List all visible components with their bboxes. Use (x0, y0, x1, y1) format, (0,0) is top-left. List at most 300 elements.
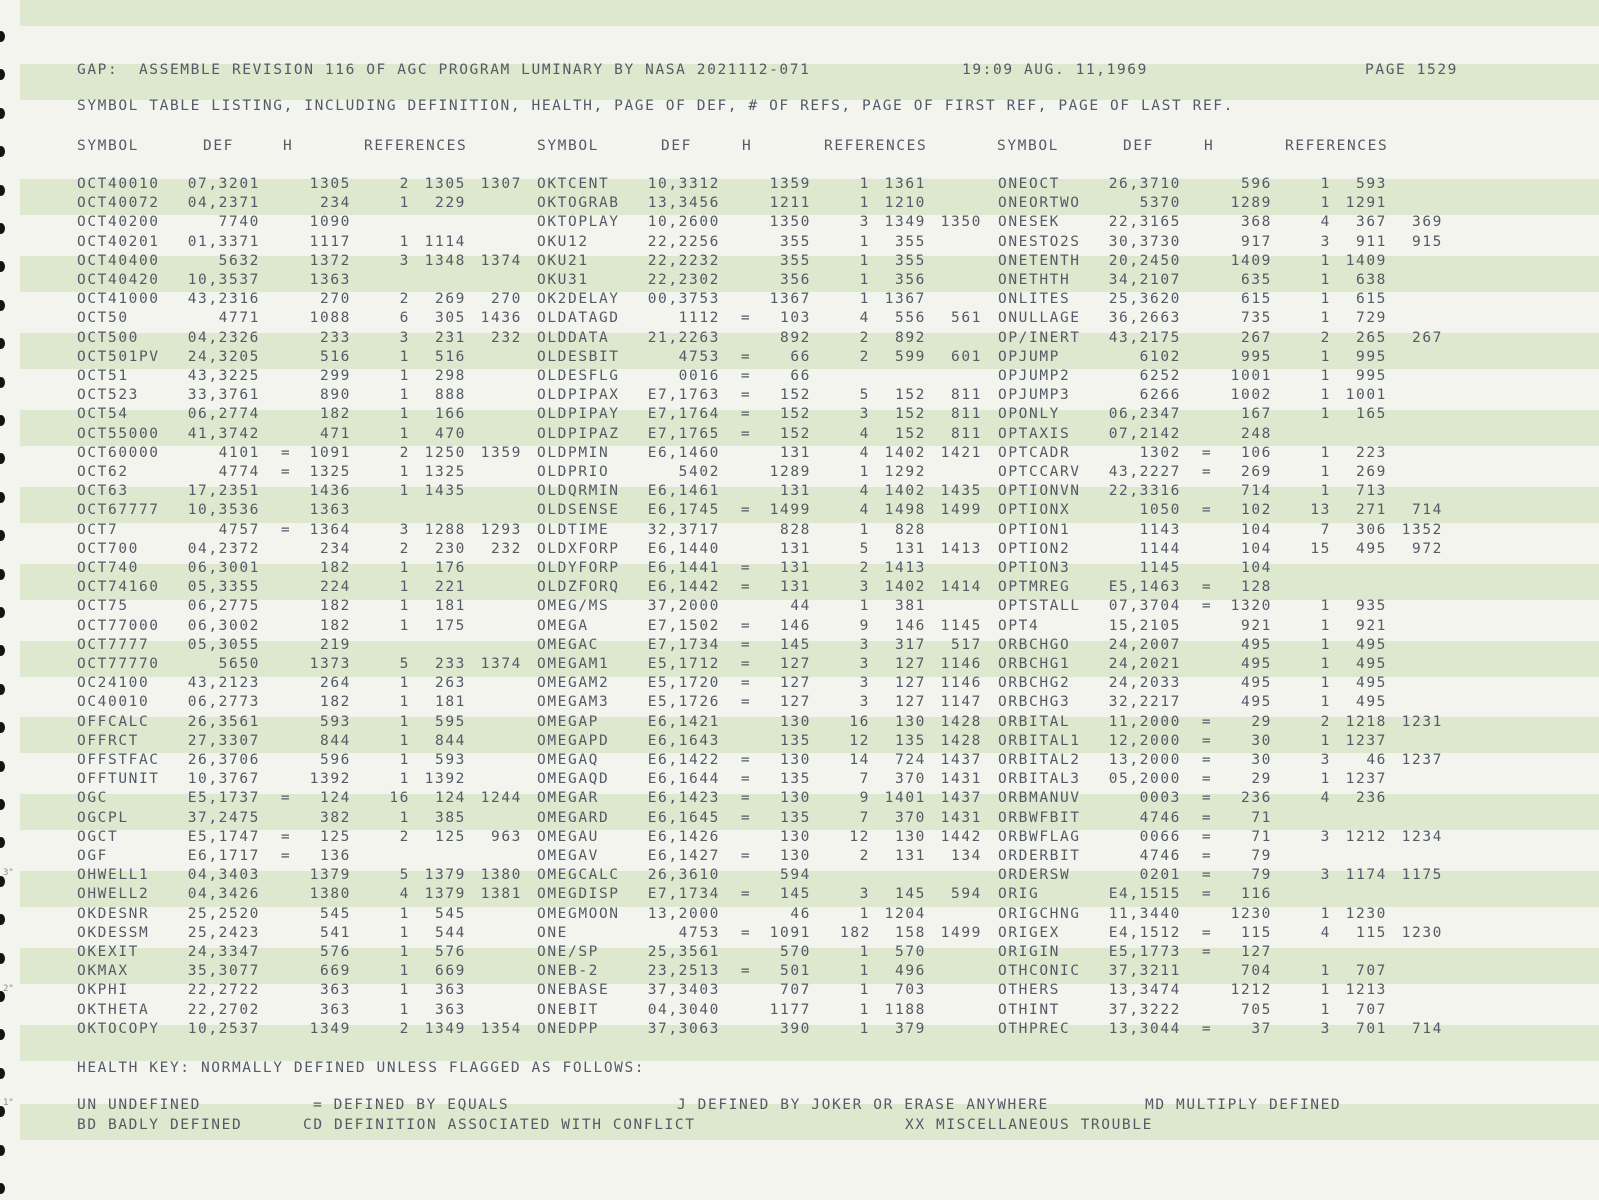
table-row (0, 847, 1560, 866)
first-ref-cell: 1250 (424, 444, 466, 461)
table-row (0, 866, 1560, 885)
def-cell: E5,1463 (1108, 579, 1181, 596)
ref-count-cell: 16 (849, 713, 870, 730)
symbol-cell: OCT75 (77, 598, 129, 615)
ref-count-cell: 12 (849, 732, 870, 749)
ref-count-cell: 2 (1320, 713, 1331, 730)
first-ref-cell: 1218 (1345, 713, 1387, 730)
first-ref-cell: 707 (1356, 963, 1387, 980)
ref-count-cell: 7 (1320, 521, 1331, 538)
def-page-cell: 146 (780, 617, 811, 634)
symbol-cell: OCT77000 (77, 617, 160, 634)
first-ref-cell: 306 (1356, 521, 1387, 538)
def-page-cell: 501 (780, 963, 811, 980)
ref-count-cell: 1 (1320, 195, 1331, 212)
first-ref-cell: 1435 (424, 483, 466, 500)
health-cell: = (740, 560, 752, 576)
health-cell: = (1201, 1020, 1213, 1037)
symbol-cell: OLDATAGD (537, 310, 620, 327)
symbol-cell: OPTION3 (998, 560, 1071, 576)
def-cell: E6,1460 (647, 444, 720, 461)
def-cell: 04,3403 (187, 867, 260, 884)
symbol-cell: ONEOCT (998, 176, 1060, 192)
ref-count-cell: 3 (859, 406, 870, 423)
def-page-cell: 103 (780, 310, 811, 327)
table-row (0, 252, 1560, 271)
def-cell: E6,1645 (647, 809, 720, 826)
symbol-cell: ORIGCHNG (998, 905, 1081, 922)
def-page-cell: 182 (320, 694, 351, 711)
last-ref-cell: 1437 (940, 752, 982, 768)
def-cell: 26,3706 (187, 752, 260, 768)
health-cell: = (740, 579, 752, 596)
table-row (0, 367, 1560, 386)
last-ref-cell: 561 (951, 310, 982, 327)
last-ref-cell: 1421 (940, 444, 982, 461)
health-cell: = (1201, 944, 1213, 960)
table-row (0, 501, 1560, 520)
ref-count-cell: 1 (399, 694, 410, 711)
symbol-cell: OCT62 (77, 464, 129, 480)
first-ref-cell: 152 (895, 406, 926, 423)
symbol-cell: OMEGAV (537, 848, 599, 864)
first-ref-cell: 1237 (1345, 771, 1387, 788)
ref-count-cell: 4 (399, 886, 410, 903)
def-cell: E7,1734 (647, 636, 720, 653)
first-ref-cell: 724 (895, 752, 926, 768)
symbol-cell: ONEORTWO (998, 195, 1081, 212)
def-cell: 24,2033 (1108, 675, 1181, 692)
first-ref-cell: 229 (435, 195, 466, 212)
health-cell: = (1201, 867, 1213, 884)
def-cell: 32,3717 (647, 521, 720, 538)
symbol-cell: OFFSTFAC (77, 752, 160, 768)
ref-count-cell: 1 (1320, 694, 1331, 711)
symbol-cell: OLDTIME (537, 521, 610, 538)
def-cell: E6,1644 (647, 771, 720, 788)
symbol-cell: ONESEK (998, 214, 1060, 231)
first-ref-cell: 263 (435, 675, 466, 692)
feed-hole (0, 69, 5, 80)
ref-count-cell: 1 (859, 252, 870, 269)
def-page-cell: 1380 (309, 886, 351, 903)
ref-count-cell: 7 (859, 809, 870, 826)
def-cell: 1112 (678, 310, 720, 327)
def-cell: E7,1765 (647, 425, 720, 442)
def-page-cell: 1091 (309, 444, 351, 461)
ref-count-cell: 4 (1320, 924, 1331, 941)
ref-count-cell: 1 (1320, 1001, 1331, 1018)
def-cell: 25,3620 (1108, 291, 1181, 308)
first-ref-cell: 230 (435, 540, 466, 557)
symbol-cell: OLDYFORP (537, 560, 620, 576)
ref-count-cell: 5 (399, 867, 410, 884)
ref-count-cell: 1 (399, 617, 410, 634)
def-page-cell: 130 (780, 713, 811, 730)
feed-hole (0, 146, 5, 157)
table-row (0, 444, 1560, 463)
def-page-cell: 1091 (769, 924, 811, 941)
def-cell: 0201 (1139, 867, 1181, 884)
def-cell: 26,3561 (187, 713, 260, 730)
def-page-cell: 131 (780, 560, 811, 576)
last-ref-cell: 1436 (480, 310, 522, 327)
def-page-cell: 182 (320, 617, 351, 634)
ref-count-cell: 9 (859, 617, 870, 634)
table-row (0, 348, 1560, 367)
first-ref-cell: 599 (895, 348, 926, 365)
symbol-cell: ORBITAL3 (998, 771, 1081, 788)
first-ref-cell: 269 (435, 291, 466, 308)
table-row (0, 770, 1560, 789)
ref-count-cell: 5 (859, 540, 870, 557)
symbol-cell: OCT51 (77, 368, 129, 384)
ref-count-cell: 3 (1320, 828, 1331, 845)
symbol-header: SYMBOL (537, 138, 599, 154)
symbol-cell: OFFTUNIT (77, 771, 160, 788)
health-cell: = (740, 886, 752, 903)
def-cell: 06,2774 (187, 406, 260, 423)
def-page-cell: 130 (780, 848, 811, 864)
ref-count-cell: 1 (399, 579, 410, 596)
def-page-cell: 363 (320, 1001, 351, 1018)
first-ref-cell: 1230 (1345, 905, 1387, 922)
def-cell: 33,3761 (187, 387, 260, 404)
first-ref-cell: 181 (435, 598, 466, 615)
def-page-cell: 635 (1241, 272, 1272, 288)
def-cell: 4746 (1139, 848, 1181, 864)
table-row (0, 655, 1560, 674)
def-cell: 20,2450 (1108, 252, 1181, 269)
ref-count-cell: 1 (1320, 675, 1331, 692)
last-ref-cell: 1374 (480, 252, 522, 269)
def-page-cell: 37 (1251, 1020, 1272, 1037)
ref-count-cell: 3 (859, 675, 870, 692)
def-page-cell: 270 (320, 291, 351, 308)
symbol-cell: OKMAX (77, 963, 129, 980)
symbol-cell: OCT500 (77, 329, 139, 346)
ref-count-cell: 1 (399, 752, 410, 768)
ref-count-cell: 1 (1320, 252, 1331, 269)
def-cell: 1302 (1139, 444, 1181, 461)
def-cell: 13,3456 (647, 195, 720, 212)
def-page-cell: 1364 (309, 521, 351, 538)
def-cell: 10,3767 (187, 771, 260, 788)
symbol-cell: OKU12 (537, 233, 589, 250)
def-page-cell: 714 (1241, 483, 1272, 500)
def-cell: 04,3426 (187, 886, 260, 903)
symbol-cell: OMEGAU (537, 828, 599, 845)
def-cell: 17,2351 (187, 483, 260, 500)
ref-count-cell: 3 (1320, 233, 1331, 250)
def-cell: E5,1773 (1108, 944, 1181, 960)
symbol-cell: OCT54 (77, 406, 129, 423)
symbol-cell: OLDQRMIN (537, 483, 620, 500)
def-page-cell: 145 (780, 636, 811, 653)
first-ref-cell: 125 (435, 828, 466, 845)
first-ref-cell: 158 (895, 924, 926, 941)
first-ref-cell: 576 (435, 944, 466, 960)
table-row (0, 885, 1560, 904)
first-ref-cell: 921 (1356, 617, 1387, 634)
def-page-cell: 1002 (1230, 387, 1272, 404)
def-cell: E5,1720 (647, 675, 720, 692)
table-row (0, 194, 1560, 213)
symbol-cell: OGC (77, 790, 108, 807)
ref-count-cell: 1 (399, 675, 410, 692)
health-cell: = (1201, 444, 1213, 461)
last-ref-cell: 1374 (480, 656, 522, 672)
ref-count-cell: 5 (859, 387, 870, 404)
first-ref-cell: 516 (435, 348, 466, 365)
first-ref-cell: 127 (895, 694, 926, 711)
def-page-cell: 264 (320, 675, 351, 692)
symbol-cell: ORBWFBIT (998, 809, 1081, 826)
def-cell: 21,2263 (647, 329, 720, 346)
def-page-cell: 152 (780, 387, 811, 404)
def-page-cell: 182 (320, 560, 351, 576)
def-page-cell: 355 (780, 233, 811, 250)
def-cell: 25,3561 (647, 944, 720, 960)
def-page-cell: 131 (780, 540, 811, 557)
def-page-cell: 1177 (769, 1001, 811, 1018)
ref-count-cell: 1 (1320, 310, 1331, 327)
table-row (0, 578, 1560, 597)
def-cell: 37,3222 (1108, 1001, 1181, 1018)
references-header: REFERENCES (824, 138, 928, 154)
symbol-cell: OCT740 (77, 560, 139, 576)
def-cell: 43,3225 (187, 368, 260, 384)
health-key-equals: = DEFINED BY EQUALS (313, 1097, 510, 1113)
def-cell: 27,3307 (187, 732, 260, 749)
table-row (0, 924, 1560, 943)
ref-count-cell: 1 (1320, 905, 1331, 922)
ref-count-cell: 2 (399, 291, 410, 308)
def-cell: 06,2347 (1108, 406, 1181, 423)
health-cell: = (740, 636, 752, 653)
first-ref-cell: 135 (895, 732, 926, 749)
def-header: DEF (203, 138, 234, 154)
ref-count-cell: 1 (399, 944, 410, 960)
def-cell: 1144 (1139, 540, 1181, 557)
def-cell: 5650 (218, 656, 260, 672)
first-ref-cell: 355 (895, 252, 926, 269)
symbol-cell: OCT700 (77, 540, 139, 557)
def-cell: E5,1737 (187, 790, 260, 807)
def-page-cell: 182 (320, 406, 351, 423)
def-page-cell: 890 (320, 387, 351, 404)
def-cell: 5402 (678, 464, 720, 480)
last-ref-cell: 915 (1412, 233, 1443, 250)
def-cell: 4771 (218, 310, 260, 327)
symbol-cell: OLDDATA (537, 329, 610, 346)
def-page-cell: 576 (320, 944, 351, 960)
last-ref-cell: 714 (1412, 502, 1443, 519)
last-ref-cell: 1499 (940, 924, 982, 941)
symbol-cell: OMEGAP (537, 713, 599, 730)
first-ref-cell: 713 (1356, 483, 1387, 500)
ref-count-cell: 1 (1320, 732, 1331, 749)
symbol-cell: OCT41000 (77, 291, 160, 308)
last-ref-cell: 1428 (940, 713, 982, 730)
ref-count-cell: 6 (399, 310, 410, 327)
symbol-cell: ORBCHG3 (998, 694, 1071, 711)
last-ref-cell: 1237 (1401, 752, 1443, 768)
symbol-cell: OCT40010 (77, 176, 160, 192)
ref-count-cell: 1 (859, 982, 870, 999)
first-ref-cell: 1292 (884, 464, 926, 480)
last-ref-cell: 1146 (940, 656, 982, 672)
first-ref-cell: 1325 (424, 464, 466, 480)
symbol-cell: OKTOCOPY (77, 1020, 160, 1037)
health-cell: = (740, 502, 752, 519)
def-page-cell: 71 (1251, 809, 1272, 826)
first-ref-cell: 175 (435, 617, 466, 634)
def-page-cell: 135 (780, 771, 811, 788)
symbol-cell: OLDZFORQ (537, 579, 620, 596)
def-cell: 06,2775 (187, 598, 260, 615)
symbol-cell: OMEGAC (537, 636, 599, 653)
symbol-cell: OMEGCALC (537, 867, 620, 884)
first-ref-cell: 46 (1366, 752, 1387, 768)
first-ref-cell: 844 (435, 732, 466, 749)
def-page-cell: 127 (780, 694, 811, 711)
def-page-cell: 1117 (309, 233, 351, 250)
first-ref-cell: 545 (435, 905, 466, 922)
ref-count-cell: 3 (399, 521, 410, 538)
symbol-cell: OCT40200 (77, 214, 160, 231)
ref-count-cell: 1 (859, 944, 870, 960)
symbol-cell: OKEXIT (77, 944, 139, 960)
def-cell: E6,1440 (647, 540, 720, 557)
ref-count-cell: 1 (1320, 771, 1331, 788)
health-key-joker: J DEFINED BY JOKER OR ERASE ANYWHERE (677, 1097, 1049, 1113)
def-cell: 01,3371 (187, 233, 260, 250)
last-ref-cell: 811 (951, 406, 982, 423)
symbol-cell: OPTMREG (998, 579, 1071, 596)
last-ref-cell: 1231 (1401, 713, 1443, 730)
health-cell: = (740, 771, 752, 788)
subtitle-text: SYMBOL TABLE LISTING, INCLUDING DEFINITION, HEALTH, PAGE OF DEF, # OF REFS, PAGE OF FIRST REF, PAGE OF LAST REF. (77, 98, 1234, 114)
first-ref-cell: 363 (435, 1001, 466, 1018)
health-cell: = (1201, 828, 1213, 845)
def-page-cell: 1363 (309, 502, 351, 519)
ref-count-cell: 12 (849, 828, 870, 845)
def-page-cell: 106 (1241, 444, 1272, 461)
symbol-cell: OKU21 (537, 252, 589, 269)
ref-count-cell: 1 (1320, 387, 1331, 404)
symbol-cell: OKTOGRAB (537, 195, 620, 212)
ref-count-cell: 2 (859, 848, 870, 864)
first-ref-cell: 127 (895, 656, 926, 672)
table-row (0, 943, 1560, 962)
def-page-cell: 224 (320, 579, 351, 596)
ref-count-cell: 1 (399, 368, 410, 384)
def-page-cell: 516 (320, 348, 351, 365)
def-page-cell: 495 (1241, 636, 1272, 653)
first-ref-cell: 146 (895, 617, 926, 634)
def-cell: 22,3165 (1108, 214, 1181, 231)
first-ref-cell: 317 (895, 636, 926, 653)
ref-count-cell: 1 (1320, 483, 1331, 500)
table-row (0, 290, 1560, 309)
health-cell: = (740, 348, 752, 365)
first-ref-cell: 145 (895, 886, 926, 903)
def-page-cell: 116 (1241, 886, 1272, 903)
first-ref-cell: 1402 (884, 579, 926, 596)
def-cell: E6,1745 (647, 502, 720, 519)
def-page-cell: 495 (1241, 675, 1272, 692)
first-ref-cell: 496 (895, 963, 926, 980)
symbol-cell: OMEGAM2 (537, 675, 610, 692)
symbol-cell: OCT63 (77, 483, 129, 500)
def-cell: 35,3077 (187, 963, 260, 980)
def-page-cell: 124 (320, 790, 351, 807)
margin-marker-2: 2" (3, 984, 14, 994)
def-cell: E5,1747 (187, 828, 260, 845)
health-key-md: MD MULTIPLY DEFINED (1145, 1097, 1342, 1113)
symbol-cell: OLDXFORP (537, 540, 620, 557)
def-page-cell: 570 (780, 944, 811, 960)
symbol-cell: OLDPIPAX (537, 387, 620, 404)
def-page-cell: 127 (1241, 944, 1272, 960)
first-ref-cell: 495 (1356, 540, 1387, 557)
symbol-cell: OGCT (77, 828, 119, 845)
def-page-cell: 1373 (309, 656, 351, 672)
ref-count-cell: 14 (849, 752, 870, 768)
symbol-cell: OFFCALC (77, 713, 150, 730)
def-cell: E5,1726 (647, 694, 720, 711)
first-ref-cell: 1213 (1345, 982, 1387, 999)
def-page-cell: 66 (790, 348, 811, 365)
first-ref-cell: 233 (435, 656, 466, 672)
health-cell: = (740, 425, 752, 442)
feed-hole (0, 1145, 5, 1156)
ref-count-cell: 3 (859, 214, 870, 231)
def-cell: 13,3044 (1108, 1020, 1181, 1037)
health-cell: = (740, 963, 752, 980)
def-page-cell: 236 (1241, 790, 1272, 807)
symbol-cell: OCT523 (77, 387, 139, 404)
symbol-cell: OCT77770 (77, 656, 160, 672)
last-ref-cell: 1307 (480, 176, 522, 192)
last-ref-cell: 232 (491, 540, 522, 557)
def-page-cell: 44 (790, 598, 811, 615)
first-ref-cell: 152 (895, 387, 926, 404)
last-ref-cell: 1359 (480, 444, 522, 461)
first-ref-cell: 495 (1356, 636, 1387, 653)
ref-count-cell: 1 (1320, 982, 1331, 999)
def-cell: 04,2371 (187, 195, 260, 212)
def-page-cell: 541 (320, 924, 351, 941)
def-page-cell: 368 (1241, 214, 1272, 231)
symbol-cell: OKTHETA (77, 1001, 150, 1018)
table-row (0, 962, 1560, 981)
first-ref-cell: 1409 (1345, 252, 1387, 269)
ref-count-cell: 1 (399, 1001, 410, 1018)
program-title: GAP: ASSEMBLE REVISION 116 OF AGC PROGRAM LUMINARY BY NASA 2021112-071 (77, 62, 811, 78)
symbol-cell: ONLITES (998, 291, 1071, 308)
ref-count-cell: 1 (859, 291, 870, 308)
def-cell: E4,1512 (1108, 924, 1181, 941)
table-row (0, 271, 1560, 290)
ref-count-cell: 1 (1320, 464, 1331, 480)
first-ref-cell: 703 (895, 982, 926, 999)
def-page-cell: 1349 (309, 1020, 351, 1037)
health-cell: = (740, 809, 752, 826)
last-ref-cell: 369 (1412, 214, 1443, 231)
symbol-cell: OPONLY (998, 406, 1060, 423)
